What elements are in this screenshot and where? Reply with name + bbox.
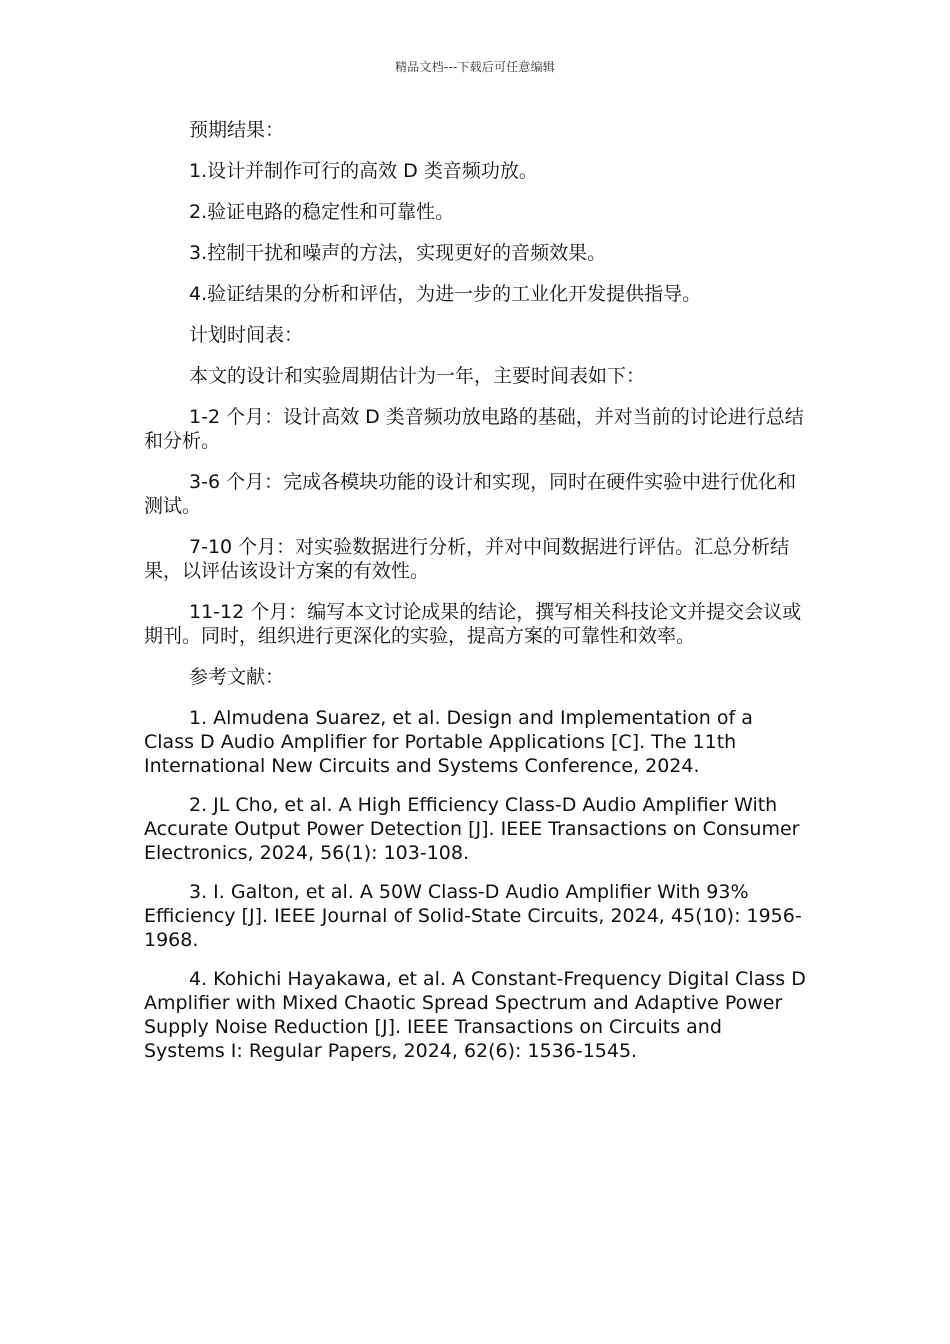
schedule-item: 11-12 个月：编写本文讨论成果的结论，撰写相关科技论文并提交会议或期刊。同时，组织进行更深化的实验，提高方案的可靠性和效率。 — [144, 601, 802, 647]
schedule-item: 7-10 个月：对实验数据进行分析，并对中间数据进行评估。汇总分析结果，以评估该设计方案的有效性。 — [144, 536, 790, 582]
expected-result-item: 3.控制干扰和噪声的方法，实现更好的音频效果。 — [189, 242, 607, 264]
schedule-item: 3-6 个月：完成各模块功能的设计和实现，同时在硬件实验中进行优化和测试。 — [144, 471, 797, 517]
page-header: 精品文档---下载后可任意编辑 — [395, 60, 555, 74]
references-heading: 参考文献： — [189, 666, 285, 688]
document-body — [144, 118, 808, 1078]
reference-item: 2. JL Cho, et al. A High Efficiency Class-D Audio Amplifier With Accurate Output Power Detection [J]. IEEE Transactions on Consumer Electronics, 2024, 56(1): 103-108. — [144, 794, 800, 864]
expected-result-item: 1.设计并制作可行的高效 D 类音频功放。 — [189, 160, 538, 182]
schedule-item: 1-2 个月：设计高效 D 类音频功放电路的基础，并对当前的讨论进行总结和分析。 — [144, 406, 804, 452]
reference-item: 1. Almudena Suarez, et al. Design and Implementation of a Class D Audio Amplifier for Portable Applications [C]. The 11th International New Circuits and Systems Conference, 2024. — [144, 707, 753, 777]
reference-item: 3. I. Galton, et al. A 50W Class-D Audio Amplifier With 93% Efficiency [J]. IEEE Journal of Solid-State Circuits, 2024, 45(10): 1956-1968. — [144, 881, 802, 951]
schedule-intro: 本文的设计和实验周期估计为一年，主要时间表如下： — [189, 365, 646, 387]
reference-item: 4. Kohichi Hayakawa, et al. A Constant-Frequency Digital Class D Amplifier with Mixed Chaotic Spread Spectrum and Adaptive Power Supply Noise Reduction [J]. IEEE Transactions on Circuits and Systems I: Regular Papers, 2024, 62(6): 1536-1545. — [144, 968, 806, 1062]
expected-result-item: 4.验证结果的分析和评估，为进一步的工业化开发提供指导。 — [189, 283, 702, 305]
expected-result-item: 2.验证电路的稳定性和可靠性。 — [189, 201, 455, 223]
schedule-heading: 计划时间表： — [189, 324, 304, 346]
expected-results-heading: 预期结果： — [189, 119, 285, 141]
